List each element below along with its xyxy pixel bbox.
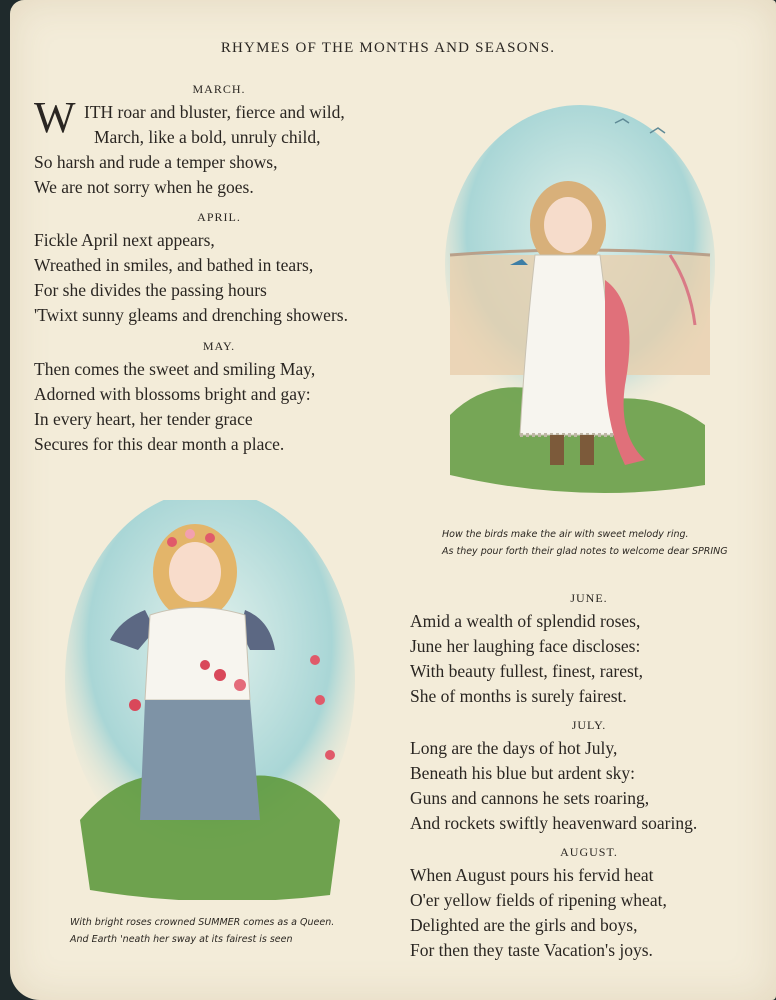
poem-heading-july: JULY.: [571, 718, 607, 732]
poem-heading-august: AUGUST.: [560, 845, 618, 859]
poem-line: Secures for this dear month a place.: [34, 434, 285, 454]
poem-line: Adorned with blossoms bright and gay:: [34, 384, 311, 404]
poem-line: Long are the days of hot July,: [410, 738, 618, 758]
poem-line: Delighted are the girls and boys,: [410, 915, 638, 935]
caption-line: And Earth 'neath her sway at its fairest is seen: [70, 934, 293, 945]
poem-line: June her laughing face discloses:: [410, 636, 641, 656]
poem-line: For then they taste Vacation's joys.: [410, 940, 653, 960]
poem-may: [34, 339, 404, 457]
poem-line: She of months is surely fairest.: [410, 686, 627, 706]
poem-line: Wreathed in smiles, and bathed in tears,: [34, 255, 314, 275]
poem-heading-june: JUNE.: [570, 591, 608, 605]
poem-line: We are not sorry when he goes.: [34, 177, 254, 197]
poem-line: When August pours his fervid heat: [410, 865, 654, 885]
poem-july: [410, 718, 750, 836]
poem-line: O'er yellow fields of ripening wheat,: [410, 890, 667, 910]
drop-cap: W: [34, 93, 76, 142]
poem-heading-may: MAY.: [202, 339, 236, 353]
poem-august: [410, 845, 750, 963]
poem-line: And rockets swiftly heavenward soaring.: [410, 813, 698, 833]
poem-june: [410, 591, 750, 709]
poem-line: In every heart, her tender grace: [34, 409, 253, 429]
poem-line: Beneath his blue but ardent sky:: [410, 763, 636, 783]
poem-line: Amid a wealth of splendid roses,: [410, 611, 641, 631]
poem-line: Guns and cannons he sets roaring,: [410, 788, 650, 808]
poem-april: [34, 210, 404, 328]
poem-line: Fickle April next appears,: [34, 230, 215, 250]
poem-march: [34, 82, 404, 200]
summer-caption: [70, 914, 334, 948]
poem-heading-march: MARCH.: [192, 82, 246, 96]
summer-illustration: [60, 500, 360, 900]
poem-line: With beauty fullest, finest, rarest,: [410, 661, 644, 681]
page-title: RHYMES OF THE MONTHS AND SEASONS.: [220, 40, 556, 56]
caption-line: How the birds make the air with sweet melody ring.: [442, 529, 689, 540]
poem-heading-april: APRIL.: [197, 210, 241, 224]
poem-line: 'Twixt sunny gleams and drenching showers.: [34, 305, 348, 325]
poem-line: For she divides the passing hours: [34, 280, 267, 300]
spring-caption: [442, 526, 728, 560]
poem-line: March, like a bold, unruly child,: [94, 127, 321, 147]
poem-line: Then comes the sweet and smiling May,: [34, 359, 316, 379]
poem-line: So harsh and rude a temper shows,: [34, 152, 278, 172]
poem-line: ITH roar and bluster, fierce and wild,: [84, 102, 345, 122]
caption-line: As they pour forth their glad notes to welcome dear SPRING: [442, 546, 728, 557]
caption-line: With bright roses crowned SUMMER comes as a Queen.: [70, 917, 335, 928]
spring-illustration: [440, 105, 720, 515]
